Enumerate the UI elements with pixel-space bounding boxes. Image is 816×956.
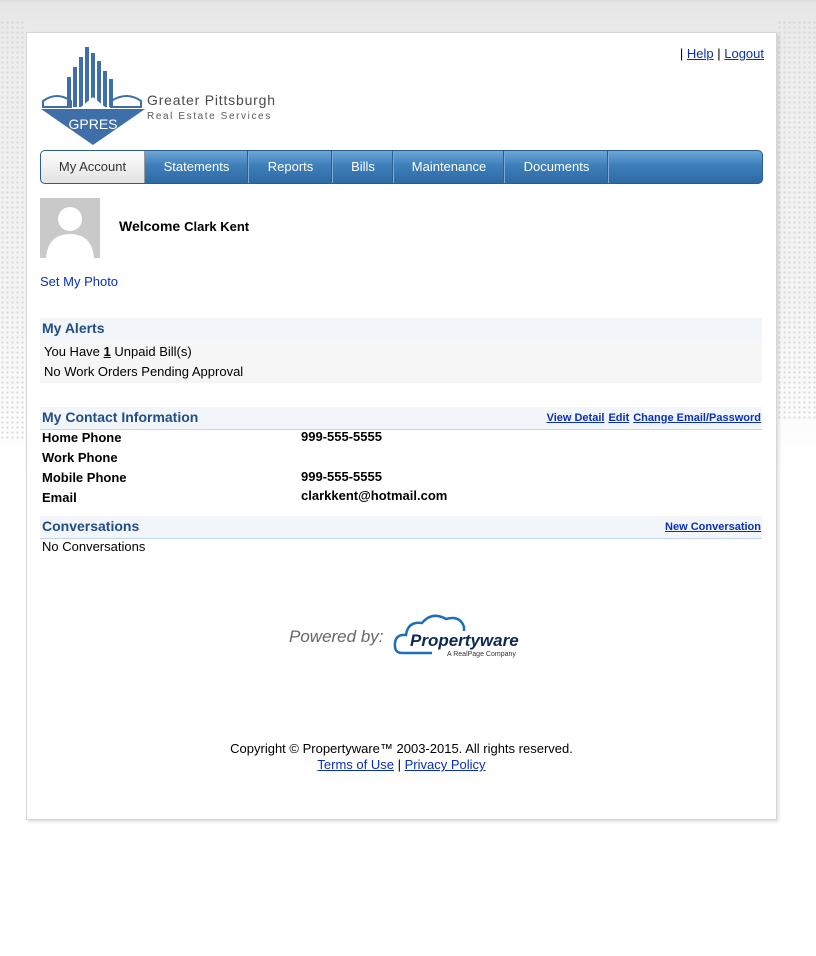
logout-link[interactable]: Logout — [724, 46, 764, 61]
view-detail-link[interactable]: View Detail — [546, 412, 605, 424]
user-silhouette-icon — [40, 198, 100, 258]
tab-documents[interactable]: Documents — [505, 151, 609, 183]
background-pattern-left — [0, 20, 26, 440]
propertyware-tagline: A RealPage Company — [447, 651, 516, 658]
alerts-header — [40, 318, 762, 341]
conversations-header — [40, 516, 762, 539]
alerts-list — [40, 340, 762, 383]
unpaid-bills-prefix: You Have — [44, 344, 100, 359]
conversations-title: Conversations — [42, 518, 140, 534]
unpaid-bills-suffix: Unpaid Bill(s) — [114, 344, 192, 359]
conversation-actions — [661, 521, 761, 533]
avatar — [40, 198, 100, 258]
tab-bills[interactable]: Bills — [333, 151, 394, 183]
set-photo-link[interactable]: Set My Photo — [40, 274, 119, 289]
logo-badge: GPRES — [68, 116, 118, 132]
unpaid-bills-count[interactable]: 1 — [103, 344, 111, 359]
email-label: Email — [42, 490, 77, 505]
legal-separator: | — [397, 757, 402, 772]
contact-title: My Contact Information — [42, 409, 199, 425]
powered-by-label: Powered by: — [289, 627, 384, 646]
background-pattern-right — [777, 20, 816, 420]
work-phone-label: Work Phone — [42, 450, 118, 465]
logo-name: Greater Pittsburgh — [147, 92, 276, 108]
main-panel — [26, 32, 777, 820]
edit-contact-link[interactable]: Edit — [608, 412, 630, 424]
tab-statements[interactable]: Statements — [145, 151, 249, 183]
tab-maintenance[interactable]: Maintenance — [394, 151, 505, 183]
top-links-separator: | — [717, 46, 721, 61]
propertyware-brand: Propertyware — [410, 631, 519, 650]
logo-tagline: Real Estate Services — [147, 111, 272, 122]
user-name: Clark Kent — [184, 219, 250, 234]
copyright-text: Copyright © Propertyware™ 2003-2015. All rights reserved. — [230, 741, 573, 756]
work-orders-alert: No Work Orders Pending Approval — [44, 364, 244, 379]
gpres-logo — [41, 43, 311, 147]
welcome-label: Welcome — [119, 218, 181, 234]
terms-of-use-link[interactable]: Terms of Use — [317, 757, 394, 772]
top-links-separator: | — [679, 46, 684, 61]
home-phone-value: 999-555-5555 — [301, 429, 382, 444]
contact-actions — [543, 412, 761, 424]
email-value: clarkkent@hotmail.com — [301, 488, 448, 503]
main-nav — [40, 150, 763, 184]
new-conversation-link[interactable]: New Conversation — [665, 521, 761, 533]
mobile-phone-value: 999-555-5555 — [301, 469, 382, 484]
alerts-title: My Alerts — [42, 320, 105, 336]
propertyware-logo — [392, 609, 522, 661]
contact-header — [40, 407, 762, 430]
powered-by — [289, 623, 529, 663]
privacy-policy-link[interactable]: Privacy Policy — [404, 757, 486, 772]
legal-links — [27, 757, 776, 772]
change-email-password-link[interactable]: Change Email/Password — [633, 412, 761, 424]
tab-my-account[interactable]: My Account — [41, 151, 145, 183]
no-conversations-text: No Conversations — [42, 539, 146, 554]
home-phone-label: Home Phone — [42, 430, 122, 445]
welcome-message — [119, 218, 249, 234]
unpaid-bills-alert — [44, 344, 192, 359]
help-link[interactable]: Help — [686, 46, 714, 61]
top-links — [680, 46, 764, 61]
tab-reports[interactable]: Reports — [249, 151, 333, 183]
mobile-phone-label: Mobile Phone — [42, 470, 127, 485]
